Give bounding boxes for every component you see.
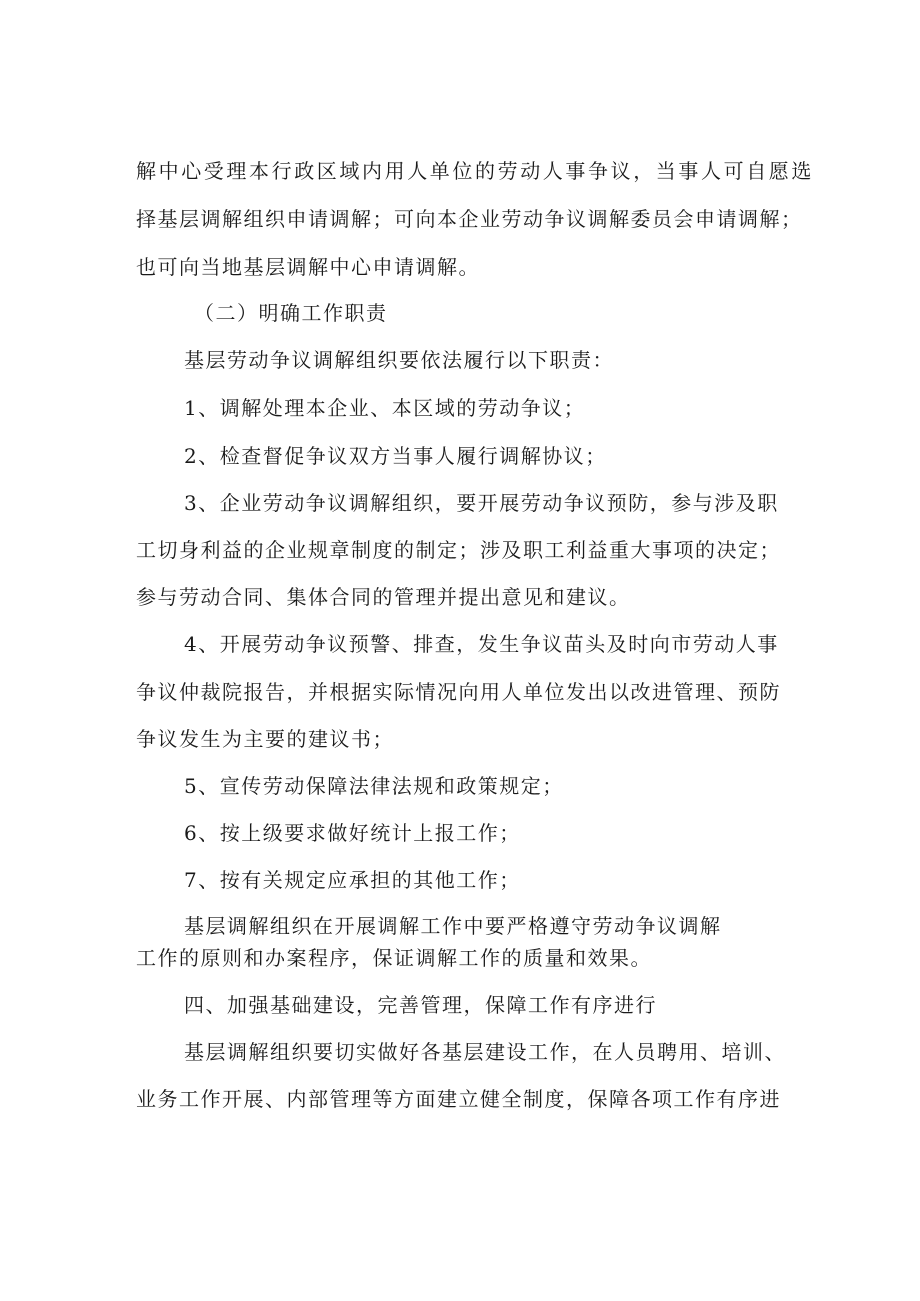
list-item: 3、企业劳动争议调解组织，要开展劳动争议预防，参与涉及职 — [184, 491, 779, 515]
list-item: 6、按上级要求做好统计上报工作； — [184, 821, 521, 845]
paragraph-line: 业务工作开展、内部管理等方面建立健全制度，保障各项工作有序进 — [136, 1087, 781, 1111]
list-item: 7、按有关规定应承担的其他工作； — [184, 868, 521, 892]
list-item: 4、开展劳动争议预警、排查，发生争议苗头及时向市劳动人事 — [184, 632, 779, 656]
paragraph-line: 解中心受理本行政区域内用人单位的劳动人事争议，当事人可自愿选 — [136, 159, 814, 183]
paragraph-line: 争议发生为主要的建议书； — [136, 727, 394, 751]
list-item: 1、调解处理本企业、本区域的劳动争议； — [184, 396, 586, 420]
paragraph-line: 基层劳动争议调解组织要依法履行以下职责： — [184, 348, 614, 372]
paragraph-line: 争议仲裁院报告，并根据实际情况向用人单位发出以改进管理、预防 — [136, 680, 781, 704]
paragraph-line: 基层调解组织要切实做好各基层建设工作，在人员聘用、培训、 — [184, 1040, 786, 1064]
paragraph-line: 工切身利益的企业规章制度的制定；涉及职工利益重大事项的决定； — [136, 538, 781, 562]
paragraph-line: 基层调解组织在开展调解工作中要严格遵守劳动争议调解 — [184, 914, 722, 938]
list-item: 2、检查督促争议双方当事人履行调解协议； — [184, 444, 607, 468]
paragraph-line: 参与劳动合同、集体合同的管理并提出意见和建议。 — [136, 585, 631, 609]
section-heading: 四、加强基础建设，完善管理，保障工作有序进行 — [184, 993, 657, 1017]
paragraph-line: 也可向当地基层调解中心申请调解。 — [136, 255, 480, 279]
paragraph-line: 工作的原则和办案程序，保证调解工作的质量和效果。 — [136, 946, 652, 970]
section-heading: （二）明确工作职责 — [194, 301, 388, 325]
list-item: 5、宣传劳动保障法律法规和政策规定； — [184, 774, 564, 798]
paragraph-line: 择基层调解组织申请调解；可向本企业劳动争议调解委员会申请调解； — [136, 207, 803, 231]
